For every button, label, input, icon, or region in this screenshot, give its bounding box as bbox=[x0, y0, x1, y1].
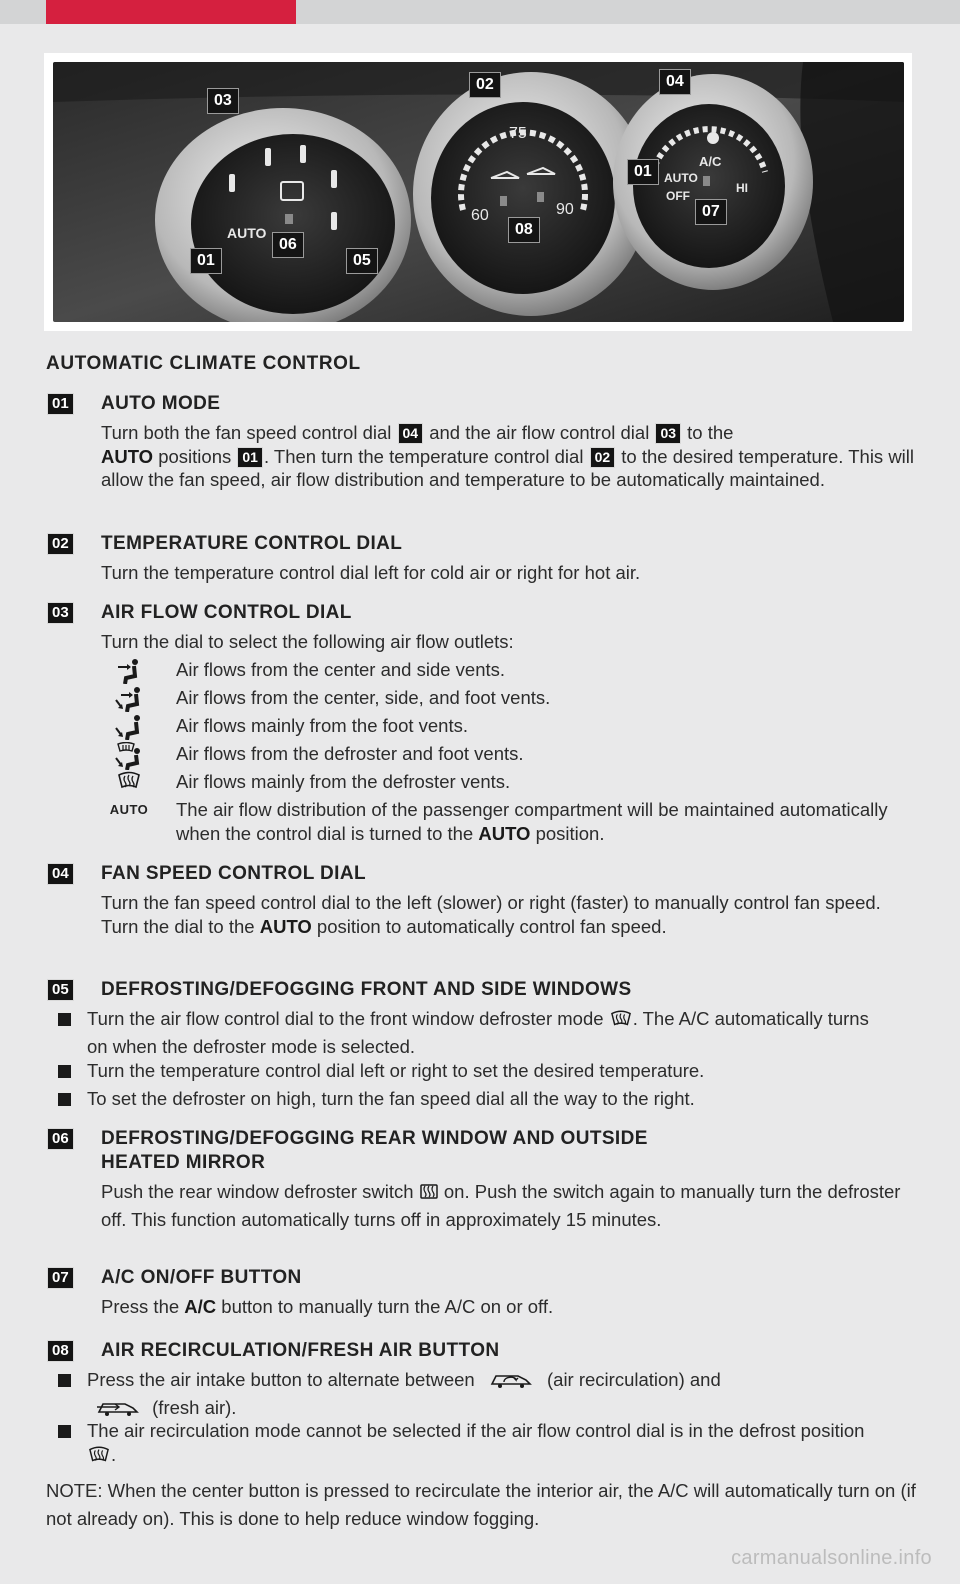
photo-badge-06: 06 bbox=[273, 233, 303, 257]
section-fan-speed-dial bbox=[46, 862, 926, 972]
bullet-square bbox=[58, 1013, 71, 1026]
section-body: Press the A/C button to manually turn the A/C on or off. bbox=[101, 1296, 554, 1317]
airflow-mode-row-auto bbox=[101, 798, 921, 848]
note-text: NOTE: When the center button is pressed to recirculate the interior air, the A/C will automatically turn on (if not already on). This is done to help reduce window fogging. bbox=[46, 1480, 916, 1529]
section-number-06: 06 bbox=[48, 1129, 73, 1149]
airflow-dial-auto-label: AUTO bbox=[227, 225, 267, 241]
airflow-mode-text: Air flows mainly from the foot vents. bbox=[176, 715, 468, 736]
climate-panel-illustration bbox=[53, 62, 904, 322]
section-intro: Turn the dial to select the following air flow outlets: bbox=[101, 631, 514, 652]
bullet-square bbox=[58, 1065, 71, 1078]
watermark: carmanualsonline.info bbox=[731, 1547, 932, 1569]
inline-badge-01: 01 bbox=[238, 448, 262, 467]
section-heading: DEFROSTING/DEFOGGING FRONT AND SIDE WINDOWS bbox=[101, 979, 632, 1000]
temp-label-75: 75 bbox=[509, 125, 527, 142]
inline-badge-03: 03 bbox=[656, 424, 680, 443]
section-ac-button bbox=[46, 1266, 926, 1322]
bullet-square bbox=[58, 1374, 71, 1387]
temperature-dial[interactable] bbox=[413, 72, 649, 316]
red-accent-tab bbox=[46, 0, 296, 24]
inline-badge-04: 04 bbox=[399, 424, 423, 443]
photo-badge-05: 05 bbox=[347, 249, 377, 273]
airflow-mode-row bbox=[101, 770, 921, 798]
section-heading: TEMPERATURE CONTROL DIAL bbox=[101, 533, 403, 554]
vent-face-icon bbox=[101, 658, 157, 684]
section-heading: AIR RECIRCULATION/FRESH AIR BUTTON bbox=[101, 1340, 500, 1361]
recirculation-icon bbox=[488, 1370, 534, 1396]
fan-auto-label: AUTO bbox=[664, 171, 698, 185]
airflow-mode-text: Air flows from the center and side vents. bbox=[176, 659, 506, 680]
section-heading: AIR FLOW CONTROL DIAL bbox=[101, 602, 352, 623]
fan-hi-label: HI bbox=[736, 181, 748, 195]
section-number-04: 04 bbox=[48, 864, 73, 884]
section-recirculation: 08 AIR RECIRCULATION/FRESH AIR BUTTON Press the air intake button to alternate between (air recirculation) and (fresh air). The air recirculation mode cannot be selected if the air flow control dial is in the defrost position . bbox=[46, 1339, 926, 1474]
photo-badge-08: 08 bbox=[509, 218, 539, 242]
airflow-mode-row bbox=[101, 658, 921, 686]
vent-defrost-foot-icon bbox=[101, 742, 157, 768]
section-body: Turn both the fan speed control dial 04 and the air flow control dial 03 to the AUTO positions 01 . Then turn the temperature control dial 02 to the desired temperature. This will allow the fan speed, air flow distribution and temperature to be automatically maintained. bbox=[101, 422, 915, 490]
top-color-bar bbox=[0, 0, 960, 24]
inline-badge-02: 02 bbox=[591, 448, 615, 467]
section-auto-mode bbox=[46, 392, 926, 522]
photo-badge-02: 02 bbox=[470, 73, 500, 97]
airflow-mode-row bbox=[101, 714, 921, 742]
vent-foot-icon bbox=[101, 714, 157, 740]
page-title: AUTOMATIC CLIMATE CONTROL bbox=[46, 353, 361, 374]
airflow-mode-text: Air flows from the center, side, and foot vents. bbox=[176, 687, 551, 708]
section-heading: FAN SPEED CONTROL DIAL bbox=[101, 863, 366, 884]
rear-defroster-icon bbox=[419, 1182, 439, 1208]
fan-off-label: OFF bbox=[666, 189, 690, 203]
section-rear-defrost bbox=[46, 1127, 926, 1257]
airflow-mode-row bbox=[101, 686, 921, 714]
section-heading: AUTO MODE bbox=[101, 393, 221, 414]
section-body: Push the rear window defroster switch on. Push the switch again to manually turn the defroster off. This function automatically turns off in approximately 15 minutes. bbox=[101, 1181, 901, 1230]
section-temperature-dial bbox=[46, 532, 926, 588]
airflow-mode-row bbox=[101, 742, 921, 770]
temp-label-90: 90 bbox=[556, 201, 574, 218]
section-heading: A/C ON/OFF BUTTON bbox=[101, 1267, 302, 1288]
section-number-02: 02 bbox=[48, 534, 73, 554]
bullet-square bbox=[58, 1093, 71, 1106]
airflow-dial[interactable] bbox=[155, 108, 411, 322]
photo-badge-01-airflow: 01 bbox=[191, 249, 221, 273]
photo-badge-03: 03 bbox=[208, 89, 238, 113]
temp-label-60: 60 bbox=[471, 207, 489, 224]
airflow-auto-label: AUTO bbox=[109, 802, 149, 817]
bullet-square bbox=[58, 1425, 71, 1438]
climate-control-photo bbox=[53, 62, 904, 322]
section-front-defrost: 05 DEFROSTING/DEFOGGING FRONT AND SIDE WINDOWS Turn the air flow control dial to the front window defroster mode . The A/C automatically turns on when the defroster mode is selected. Turn the temperature control dial left or right to set the desired temperature. To set the defroster on high, turn the fan speed dial all the way to the right. bbox=[46, 978, 926, 1128]
fan-ac-label: A/C bbox=[699, 154, 722, 169]
section-number-07: 07 bbox=[48, 1268, 73, 1288]
section-number-08: 08 bbox=[48, 1341, 73, 1361]
vent-bilevel-icon bbox=[101, 686, 157, 712]
defroster-icon bbox=[87, 1445, 111, 1471]
section-airflow-dial bbox=[46, 601, 926, 851]
airflow-mode-text: Air flows from the defroster and foot vents. bbox=[176, 743, 524, 764]
section-heading: DEFROSTING/DEFOGGING REAR WINDOW AND OUTSIDE HEATED MIRROR bbox=[101, 1128, 648, 1173]
section-number-01: 01 bbox=[48, 394, 73, 414]
defroster-icon bbox=[609, 1009, 633, 1035]
photo-badge-07: 07 bbox=[696, 200, 726, 224]
airflow-mode-text: Air flows mainly from the defroster vents. bbox=[176, 771, 511, 792]
defroster-icon bbox=[101, 770, 157, 796]
section-number-03: 03 bbox=[48, 603, 73, 623]
section-number-05: 05 bbox=[48, 980, 73, 1000]
section-body: Turn the fan speed control dial to the left (slower) or right (faster) to manually control fan speed. Turn the dial to the AUTO position to automatically control fan speed. bbox=[101, 892, 881, 937]
airflow-mode-text: The air flow distribution of the passenger compartment will be maintained automatically when the control dial is turned to the AUTO position. bbox=[176, 799, 888, 844]
section-body: Turn the temperature control dial left for cold air or right for hot air. bbox=[101, 562, 641, 583]
photo-badge-04: 04 bbox=[660, 70, 690, 94]
photo-badge-01-fan: 01 bbox=[628, 160, 658, 184]
